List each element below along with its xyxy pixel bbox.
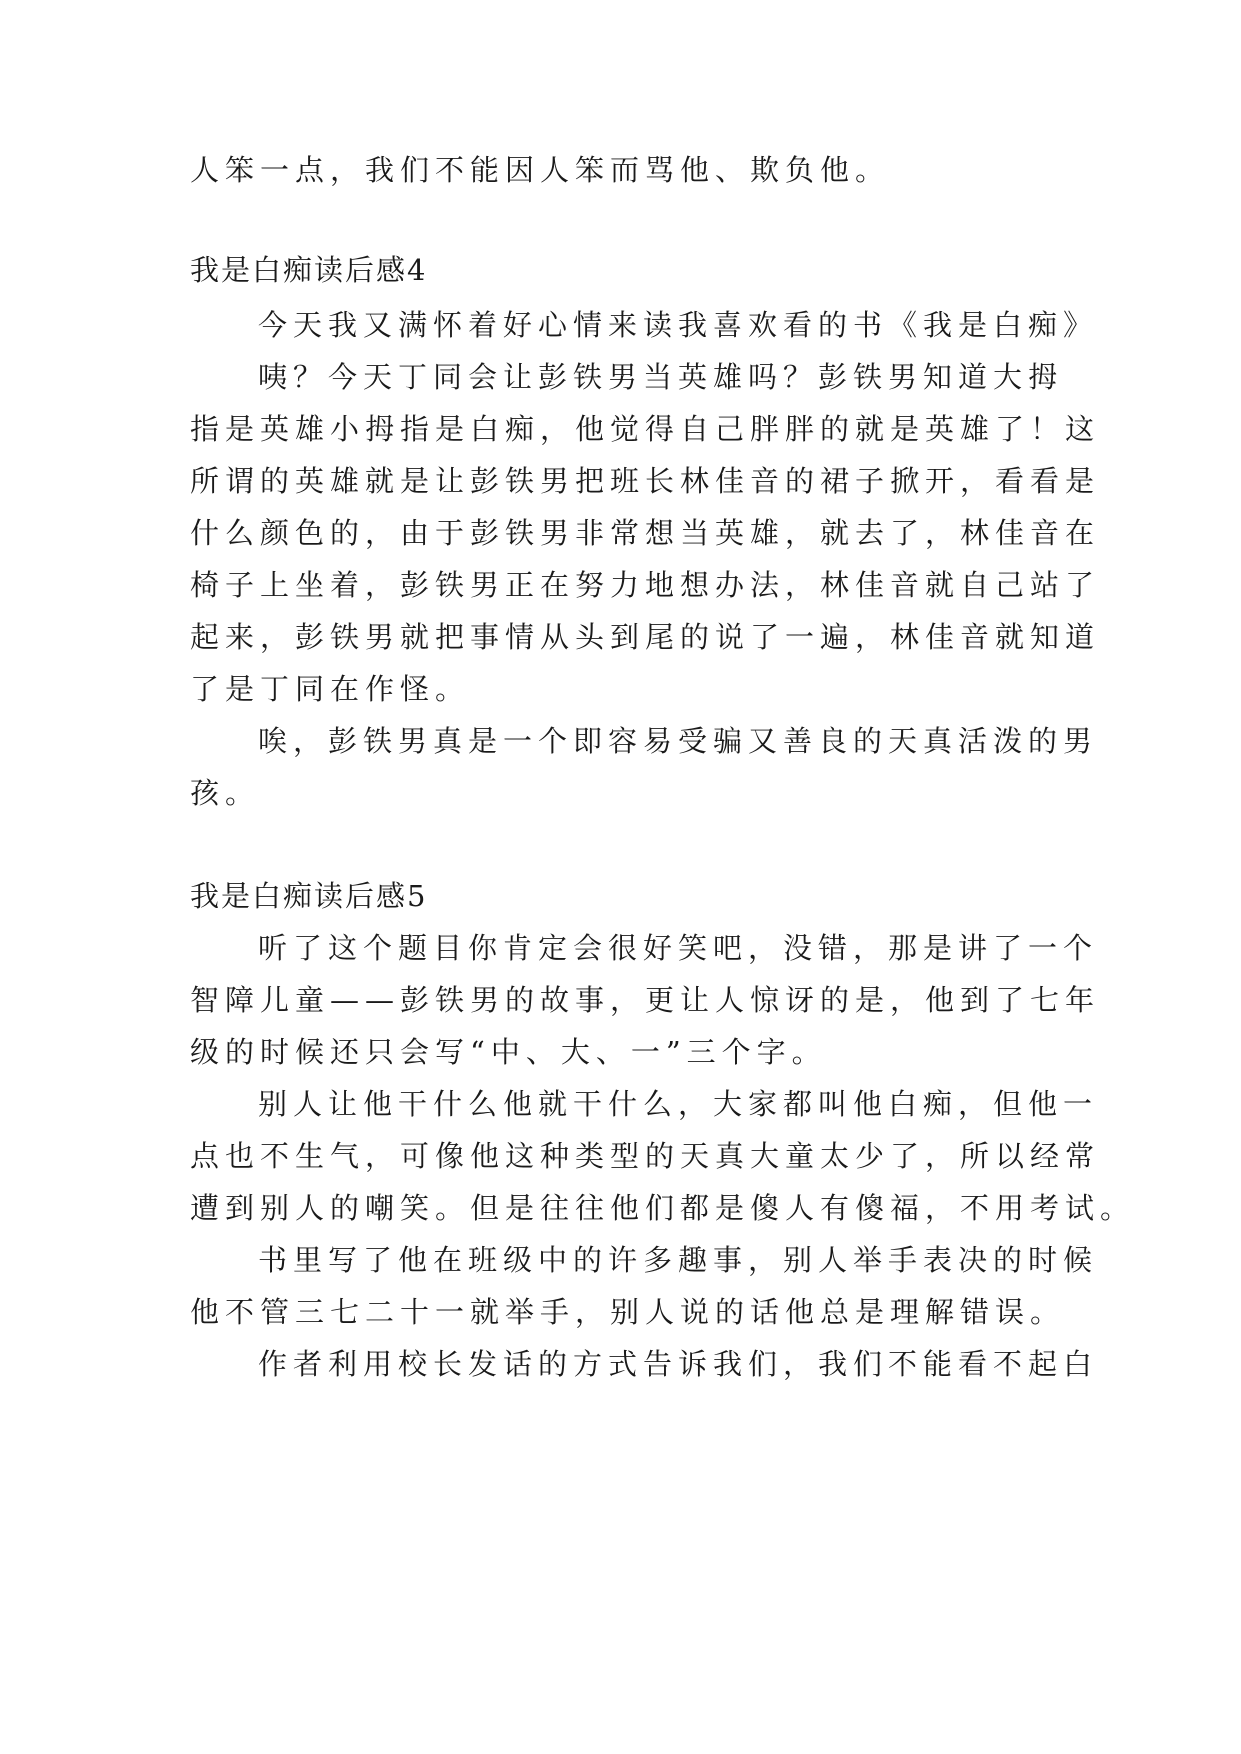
paragraph-line: 今天我又满怀着好心情来读我喜欢看的书《我是白痴》 xyxy=(258,308,1099,342)
paragraph-line: 所谓的英雄就是让彭铁男把班长林佳音的裙子掀开，看看是 xyxy=(190,464,1101,498)
paragraph-line: 作者利用校长发话的方式告诉我们，我们不能看不起白 xyxy=(258,1347,1099,1381)
paragraph-line: 唉，彭铁男真是一个即容易受骗又善良的天真活泼的男 xyxy=(258,724,1099,758)
paragraph-line: 别人让他干什么他就干什么，大家都叫他白痴，但他一 xyxy=(258,1087,1099,1121)
paragraph-line: 起来，彭铁男就把事情从头到尾的说了一遍，林佳音就知道 xyxy=(190,620,1101,654)
section-heading: 我是白痴读后感5 xyxy=(190,879,428,913)
paragraph-line: 遭到别人的嘲笑。但是往往他们都是傻人有傻福，不用考试。 xyxy=(190,1191,1136,1225)
paragraph-line: 人笨一点，我们不能因人笨而骂他、欺负他。 xyxy=(190,153,891,187)
section-heading: 我是白痴读后感4 xyxy=(190,253,428,287)
paragraph-line: 听了这个题目你肯定会很好笑吧，没错，那是讲了一个 xyxy=(258,931,1099,965)
paragraph-line: 什么颜色的，由于彭铁男非常想当英雄，就去了，林佳音在 xyxy=(190,516,1101,550)
paragraph-line: 指是英雄小拇指是白痴，他觉得自己胖胖的就是英雄了！这 xyxy=(190,412,1101,446)
paragraph-line: 椅子上坐着，彭铁男正在努力地想办法，林佳音就自己站了 xyxy=(190,568,1101,602)
paragraph-line: 咦？今天丁同会让彭铁男当英雄吗？彭铁男知道大拇 xyxy=(258,360,1064,394)
paragraph-line: 级的时候还只会写“中、大、一”三个字。 xyxy=(190,1035,827,1069)
paragraph-line: 智障儿童——彭铁男的故事，更让人惊讶的是，他到了七年 xyxy=(190,983,1101,1017)
paragraph-line: 书里写了他在班级中的许多趣事，别人举手表决的时候 xyxy=(258,1243,1099,1277)
paragraph-line: 了是丁同在作怪。 xyxy=(190,672,471,706)
paragraph-line: 他不管三七二十一就举手，别人说的话他总是理解错误。 xyxy=(190,1295,1066,1329)
paragraph-line: 孩。 xyxy=(190,776,261,810)
paragraph-line: 点也不生气，可像他这种类型的天真大童太少了，所以经常 xyxy=(190,1139,1101,1173)
